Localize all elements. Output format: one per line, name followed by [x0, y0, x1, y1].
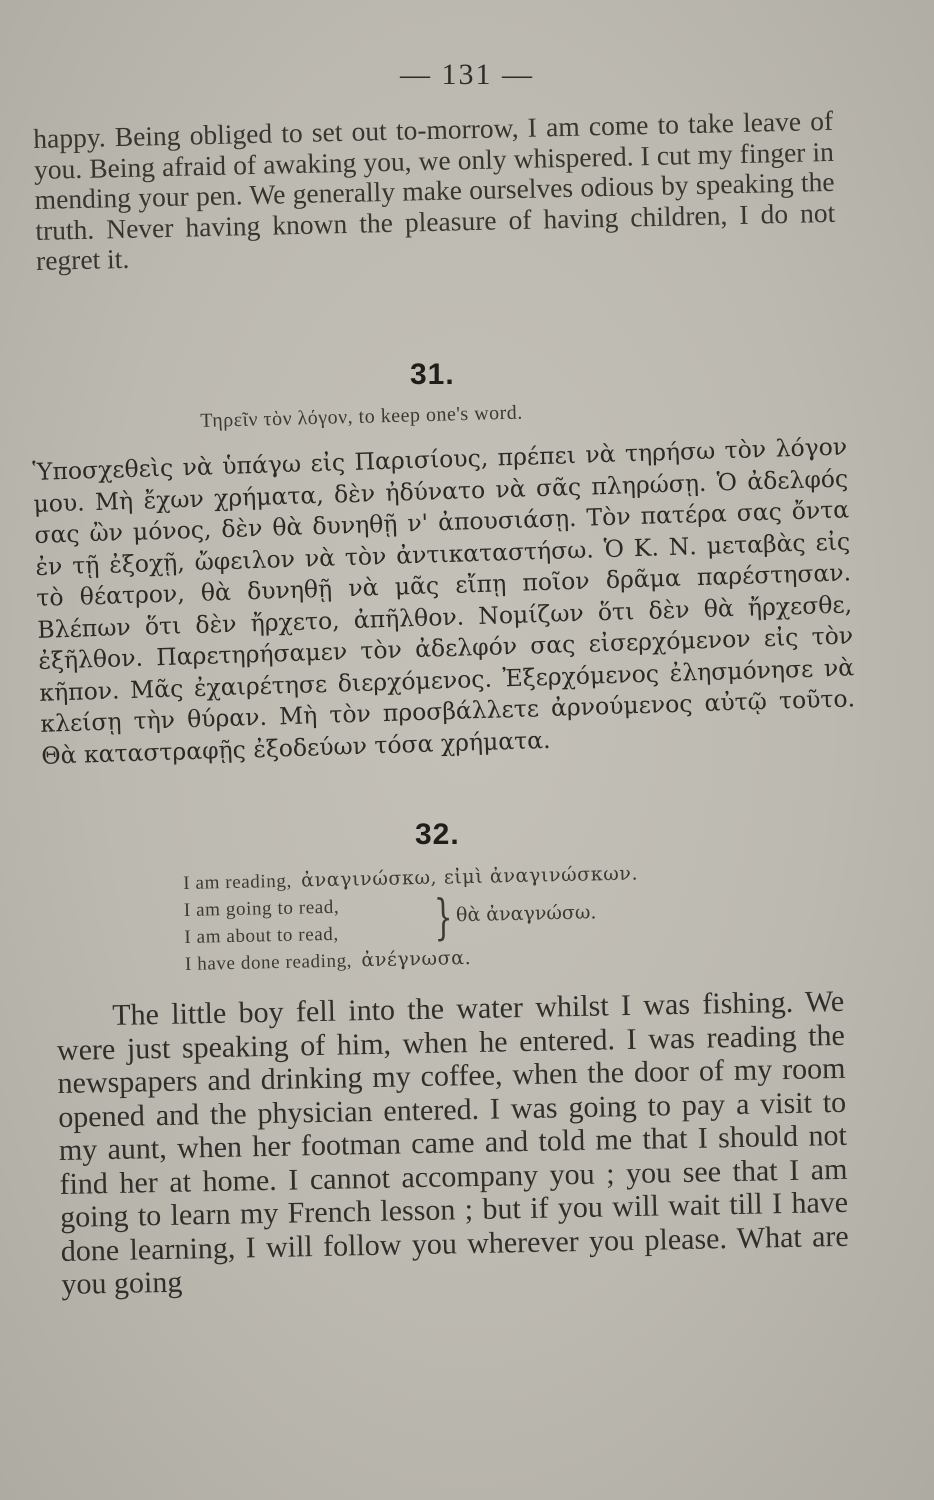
section-32-examples: [183, 858, 745, 978]
example-english: I am reading,: [183, 870, 293, 894]
section-32-body-text: The little boy fell into the water whilst I was fishing. We were just speaking of him, when he entered. I was reading the newspapers and drinking my coffee, when the door of my room opened and the physician entered. I was going to pay a visit to my aunt, when her footman came and told me that I should not find her at home. I cannot accompany you ; you see that I am going to learn my French lesson ; but if you will wait till I have done learning, I will follow you wherever you please. What are you going: [56, 984, 849, 1301]
section-number-31: 31.: [410, 358, 455, 391]
section-31-greek-paragraph: Ὑποσχεθεὶς νὰ ὑπάγω εἰς Παρισίους, πρέπει νὰ τηρήσω τὸν λόγον μου. Μὴ ἔχων χρήματα, δὲν ἠδύνατο νὰ σᾶς πληρώσῃ. Ὁ ἀδελφός σας ὢν μόνος, δὲν θὰ δυνηθῇ ν' ἀπουσιάσῃ. Τὸν πατέρα σας ὄντα ἐν τῇ ἐξοχῇ, ὤφειλον νὰ τὸν ἀντικαταστήσω. Ὁ Κ. Ν. μεταβὰς εἰς τὸ θέατρον, θὰ δυνηθῇ νὰ μᾶς εἴπῃ ποῖον δρᾶμα παρέστησαν. Βλέπων ὅτι δὲν ἤρχετο, ἀπῆλθον. Νομίζων ὅτι δὲν θὰ ἤρχεσθε, ἐξῆλθον. Παρετηρήσαμεν τὸν ἀδελφόν σας εἰσερχόμενον εἰς τὸν κῆπον. Μᾶς ἐχαιρέτησε διερχόμενος. Ἐξερχόμενος ἐλησμόνησε νὰ κλείσῃ τὴν θύραν. Μὴ τὸν προσβάλλετε ἀρνούμενος αὐτῷ τοῦτο. Θὰ καταστραφῇς ἐξοδεύων τόσα χρήματα.: [32, 432, 856, 770]
example-line-about-to-read: I am about to read,: [184, 923, 339, 948]
page-number: — 131 —: [400, 58, 534, 91]
example-greek: ἀνέγνωσα.: [361, 946, 472, 972]
paragraph-indent: [56, 1025, 112, 1026]
example-greek: ἀναγινώσκω, εἰμὶ ἀναγινώσκων.: [300, 862, 639, 892]
right-brace-icon: }: [433, 889, 454, 946]
section-31-subtitle: Τηρεῖν τὸν λόγον, to keep one's word.: [200, 401, 524, 432]
example-greek-future: θὰ ἀναγνώσω.: [455, 901, 597, 927]
example-line-going-to-read: I am going to read,: [183, 896, 340, 921]
section-number-32: 32.: [415, 818, 460, 851]
example-english: I have done reading,: [184, 950, 353, 975]
exercise-paragraph-continued: happy. Being obliged to set out to-morrow, I am come to take leave of you. Being afraid of awaking you, we only whispered. I cut my finger in mending your pen. We generally make ourselves odious by speaking the truth. Never having known the pleasure of having children, I do not regret it.: [32, 104, 836, 276]
section-32-english-paragraph: [56, 985, 850, 1302]
